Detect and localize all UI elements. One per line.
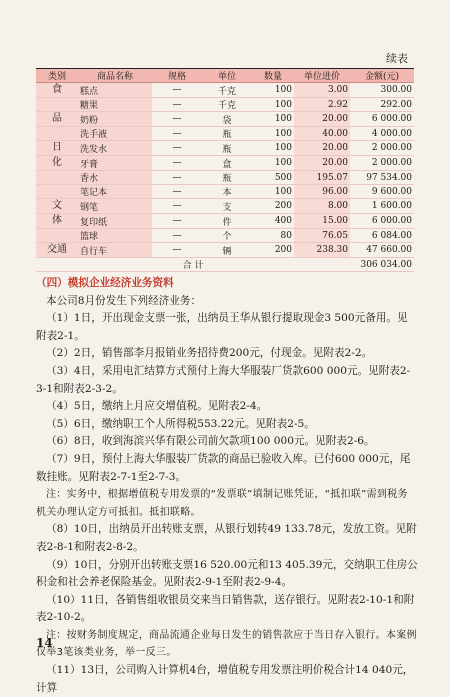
price-cell: 20.00 [294, 156, 350, 171]
amount-cell: 4 000.00 [350, 127, 414, 141]
unit-cell: 袋 [202, 112, 252, 127]
quantity-cell: 100 [252, 83, 294, 98]
category-cell [36, 98, 78, 112]
amount-cell: 6 000.00 [350, 214, 414, 229]
table-row [36, 156, 414, 171]
unit-cell: 瓶 [202, 141, 252, 156]
paragraph: （6）8日，收到海滨兴华有限公司前欠款项100 000元。见附表2-6。 [46, 435, 375, 448]
table-row [36, 127, 414, 141]
table-row [36, 229, 414, 243]
note-paragraph: 注：实务中，根据增值税专用发票的“发票联”填制记账凭证，“抵扣联”需到税务机关办理认定方可抵扣。抵扣联略。 [36, 489, 408, 518]
price-cell: 195.07 [294, 171, 350, 185]
quantity-cell: 100 [252, 141, 294, 156]
unit-cell: 本 [202, 185, 252, 199]
header-product-name: 商品名称 [78, 69, 152, 83]
category-cell [36, 171, 78, 185]
price-cell: 15.00 [294, 214, 350, 229]
product-name-cell: 钢笔 [78, 199, 152, 214]
product-name-cell: 糖果 [78, 98, 152, 112]
quantity-cell: 100 [252, 98, 294, 112]
paragraph: （8）10日，出纳员开出转账支票，从银行划转49 133.78元，发放工资。见附表2-8-1和附表2-8-2。 [36, 523, 417, 553]
unit-cell: 个 [202, 229, 252, 243]
page-number: 14 [36, 636, 53, 650]
paragraph: 本公司8月份发生下列经济业务： [46, 294, 202, 307]
spec-cell: — [152, 156, 202, 171]
paragraph: （2）2日，销售部李月报销业务招待费200元，付现金。见附表2-2。 [46, 347, 373, 360]
unit-cell: 盒 [202, 156, 252, 171]
amount-cell: 2 000.00 [350, 156, 414, 171]
quantity-cell: 80 [252, 229, 294, 243]
header-category: 类别 [36, 69, 78, 83]
inventory-table [36, 68, 414, 272]
quantity-cell: 500 [252, 171, 294, 185]
category-cell [36, 229, 78, 243]
spec-cell: — [152, 243, 202, 258]
header-amount: 金额(元) [350, 69, 414, 83]
paragraph: （10）11日，各销售组收银员交来当日销售款，送存银行。见附表2-10-1和附表2-10-2。 [36, 593, 415, 624]
category-cell [36, 185, 78, 199]
unit-cell: 千克 [202, 83, 252, 98]
table-row [36, 243, 414, 258]
amount-cell: 9 600.00 [350, 185, 414, 199]
table-row [36, 171, 414, 185]
spec-cell: — [152, 171, 202, 185]
spec-cell: — [152, 229, 202, 243]
table-row [36, 185, 414, 199]
quantity-cell: 100 [252, 112, 294, 127]
product-name-cell: 洗发水 [78, 141, 152, 156]
spec-cell: — [152, 199, 202, 214]
category-cell: 食 [36, 83, 78, 98]
amount-cell: 47 660.00 [350, 243, 414, 258]
paragraph: （11）13日，公司购入计算机4台，增值税专用发票注明价税合计14 040元，计算 [36, 664, 414, 694]
category-cell: 文 [36, 199, 78, 214]
spec-cell: — [152, 98, 202, 112]
quantity-cell: 400 [252, 214, 294, 229]
price-cell: 238.30 [294, 243, 350, 258]
price-cell: 20.00 [294, 112, 350, 127]
category-cell: 日 [36, 141, 78, 156]
product-name-cell: 自行车 [78, 243, 152, 258]
body-text [36, 275, 418, 697]
amount-cell: 6 084.00 [350, 229, 414, 243]
amount-cell: 2 000.00 [350, 141, 414, 156]
amount-cell: 6 000.00 [350, 112, 414, 127]
table-row [36, 199, 414, 214]
price-cell: 2.92 [294, 98, 350, 112]
spec-cell: — [152, 112, 202, 127]
product-name-cell: 糕点 [78, 83, 152, 98]
price-cell: 96.00 [294, 185, 350, 199]
section-title: （四）模拟企业经济业务资料 [36, 277, 174, 289]
price-cell: 20.00 [294, 141, 350, 156]
total-row [36, 258, 414, 272]
header-unit: 单位 [202, 69, 252, 83]
spec-cell: — [152, 214, 202, 229]
paragraph: （7）9日，预付上海大华服装厂货款的商品已验收入库。已付600 000元，尾数挂账。见附表2-7-1至2-7-3。 [36, 452, 411, 483]
unit-cell: 辆 [202, 243, 252, 258]
quantity-cell: 100 [252, 156, 294, 171]
table-row [36, 112, 414, 127]
amount-cell: 292.00 [350, 98, 414, 112]
product-name-cell: 香水 [78, 171, 152, 185]
header-unit-price: 单位进价 [294, 69, 350, 83]
table-row [36, 98, 414, 112]
quantity-cell: 200 [252, 199, 294, 214]
table-header-row [36, 69, 414, 83]
category-cell: 体 [36, 214, 78, 229]
price-cell: 76.05 [294, 229, 350, 243]
spec-cell: — [152, 185, 202, 199]
unit-cell: 瓶 [202, 171, 252, 185]
paragraph: （9）10日，分别开出转账支票16 520.00元和13 405.39元，交纳职工住房公积金和社会养老保险基金。见附表2-9-1至附表2-9-4。 [36, 558, 418, 589]
product-name-cell: 笔记本 [78, 185, 152, 199]
spec-cell: — [152, 127, 202, 141]
product-name-cell: 篮球 [78, 229, 152, 243]
unit-cell: 瓶 [202, 127, 252, 141]
unit-cell: 支 [202, 199, 252, 214]
price-cell: 3.00 [294, 83, 350, 98]
unit-cell: 件 [202, 214, 252, 229]
amount-cell: 1 600.00 [350, 199, 414, 214]
total-amount: 306 034.00 [350, 258, 414, 272]
total-label: 合 计 [36, 258, 350, 272]
paragraph: （4）5日，缴纳上月应交增值税。见附表2-4。 [46, 400, 268, 413]
price-cell: 40.00 [294, 127, 350, 141]
product-name-cell: 奶粉 [78, 112, 152, 127]
note-paragraph: 注：按财务制度规定，商品流通企业每日发生的销售款应于当日存入银行。本案例仅举3笔该类业务，举一反三。 [36, 629, 417, 659]
spec-cell: — [152, 141, 202, 156]
category-cell [36, 127, 78, 141]
continued-label: 续表 [386, 52, 408, 65]
category-cell: 化 [36, 156, 78, 171]
quantity-cell: 100 [252, 127, 294, 141]
header-quantity: 数量 [252, 69, 294, 83]
spec-cell: — [152, 83, 202, 98]
paragraph: （5）6日，缴纳职工个人所得税553.22元。见附表2-5。 [46, 417, 315, 430]
price-cell: 8.00 [294, 199, 350, 214]
table-row [36, 214, 414, 229]
amount-cell: 300.00 [350, 83, 414, 98]
category-cell: 品 [36, 112, 78, 127]
product-name-cell: 复印纸 [78, 214, 152, 229]
quantity-cell: 100 [252, 185, 294, 199]
table-row [36, 141, 414, 156]
category-cell: 交通 [36, 243, 78, 258]
unit-cell: 千克 [202, 98, 252, 112]
table-row [36, 83, 414, 98]
quantity-cell: 200 [252, 243, 294, 258]
amount-cell: 97 534.00 [350, 171, 414, 185]
header-spec: 规格 [152, 69, 202, 83]
product-name-cell: 牙膏 [78, 156, 152, 171]
paragraph: （1）1日，开出现金支票一张，出纳员王华从银行提取现金3 500元备用。见附表2-1。 [36, 312, 408, 342]
product-name-cell: 洗手液 [78, 127, 152, 141]
paragraph: （3）4日，采用电汇结算方式预付上海大华服装厂货款600 000元。见附表2-3-1和附表2-3-2。 [36, 364, 411, 395]
